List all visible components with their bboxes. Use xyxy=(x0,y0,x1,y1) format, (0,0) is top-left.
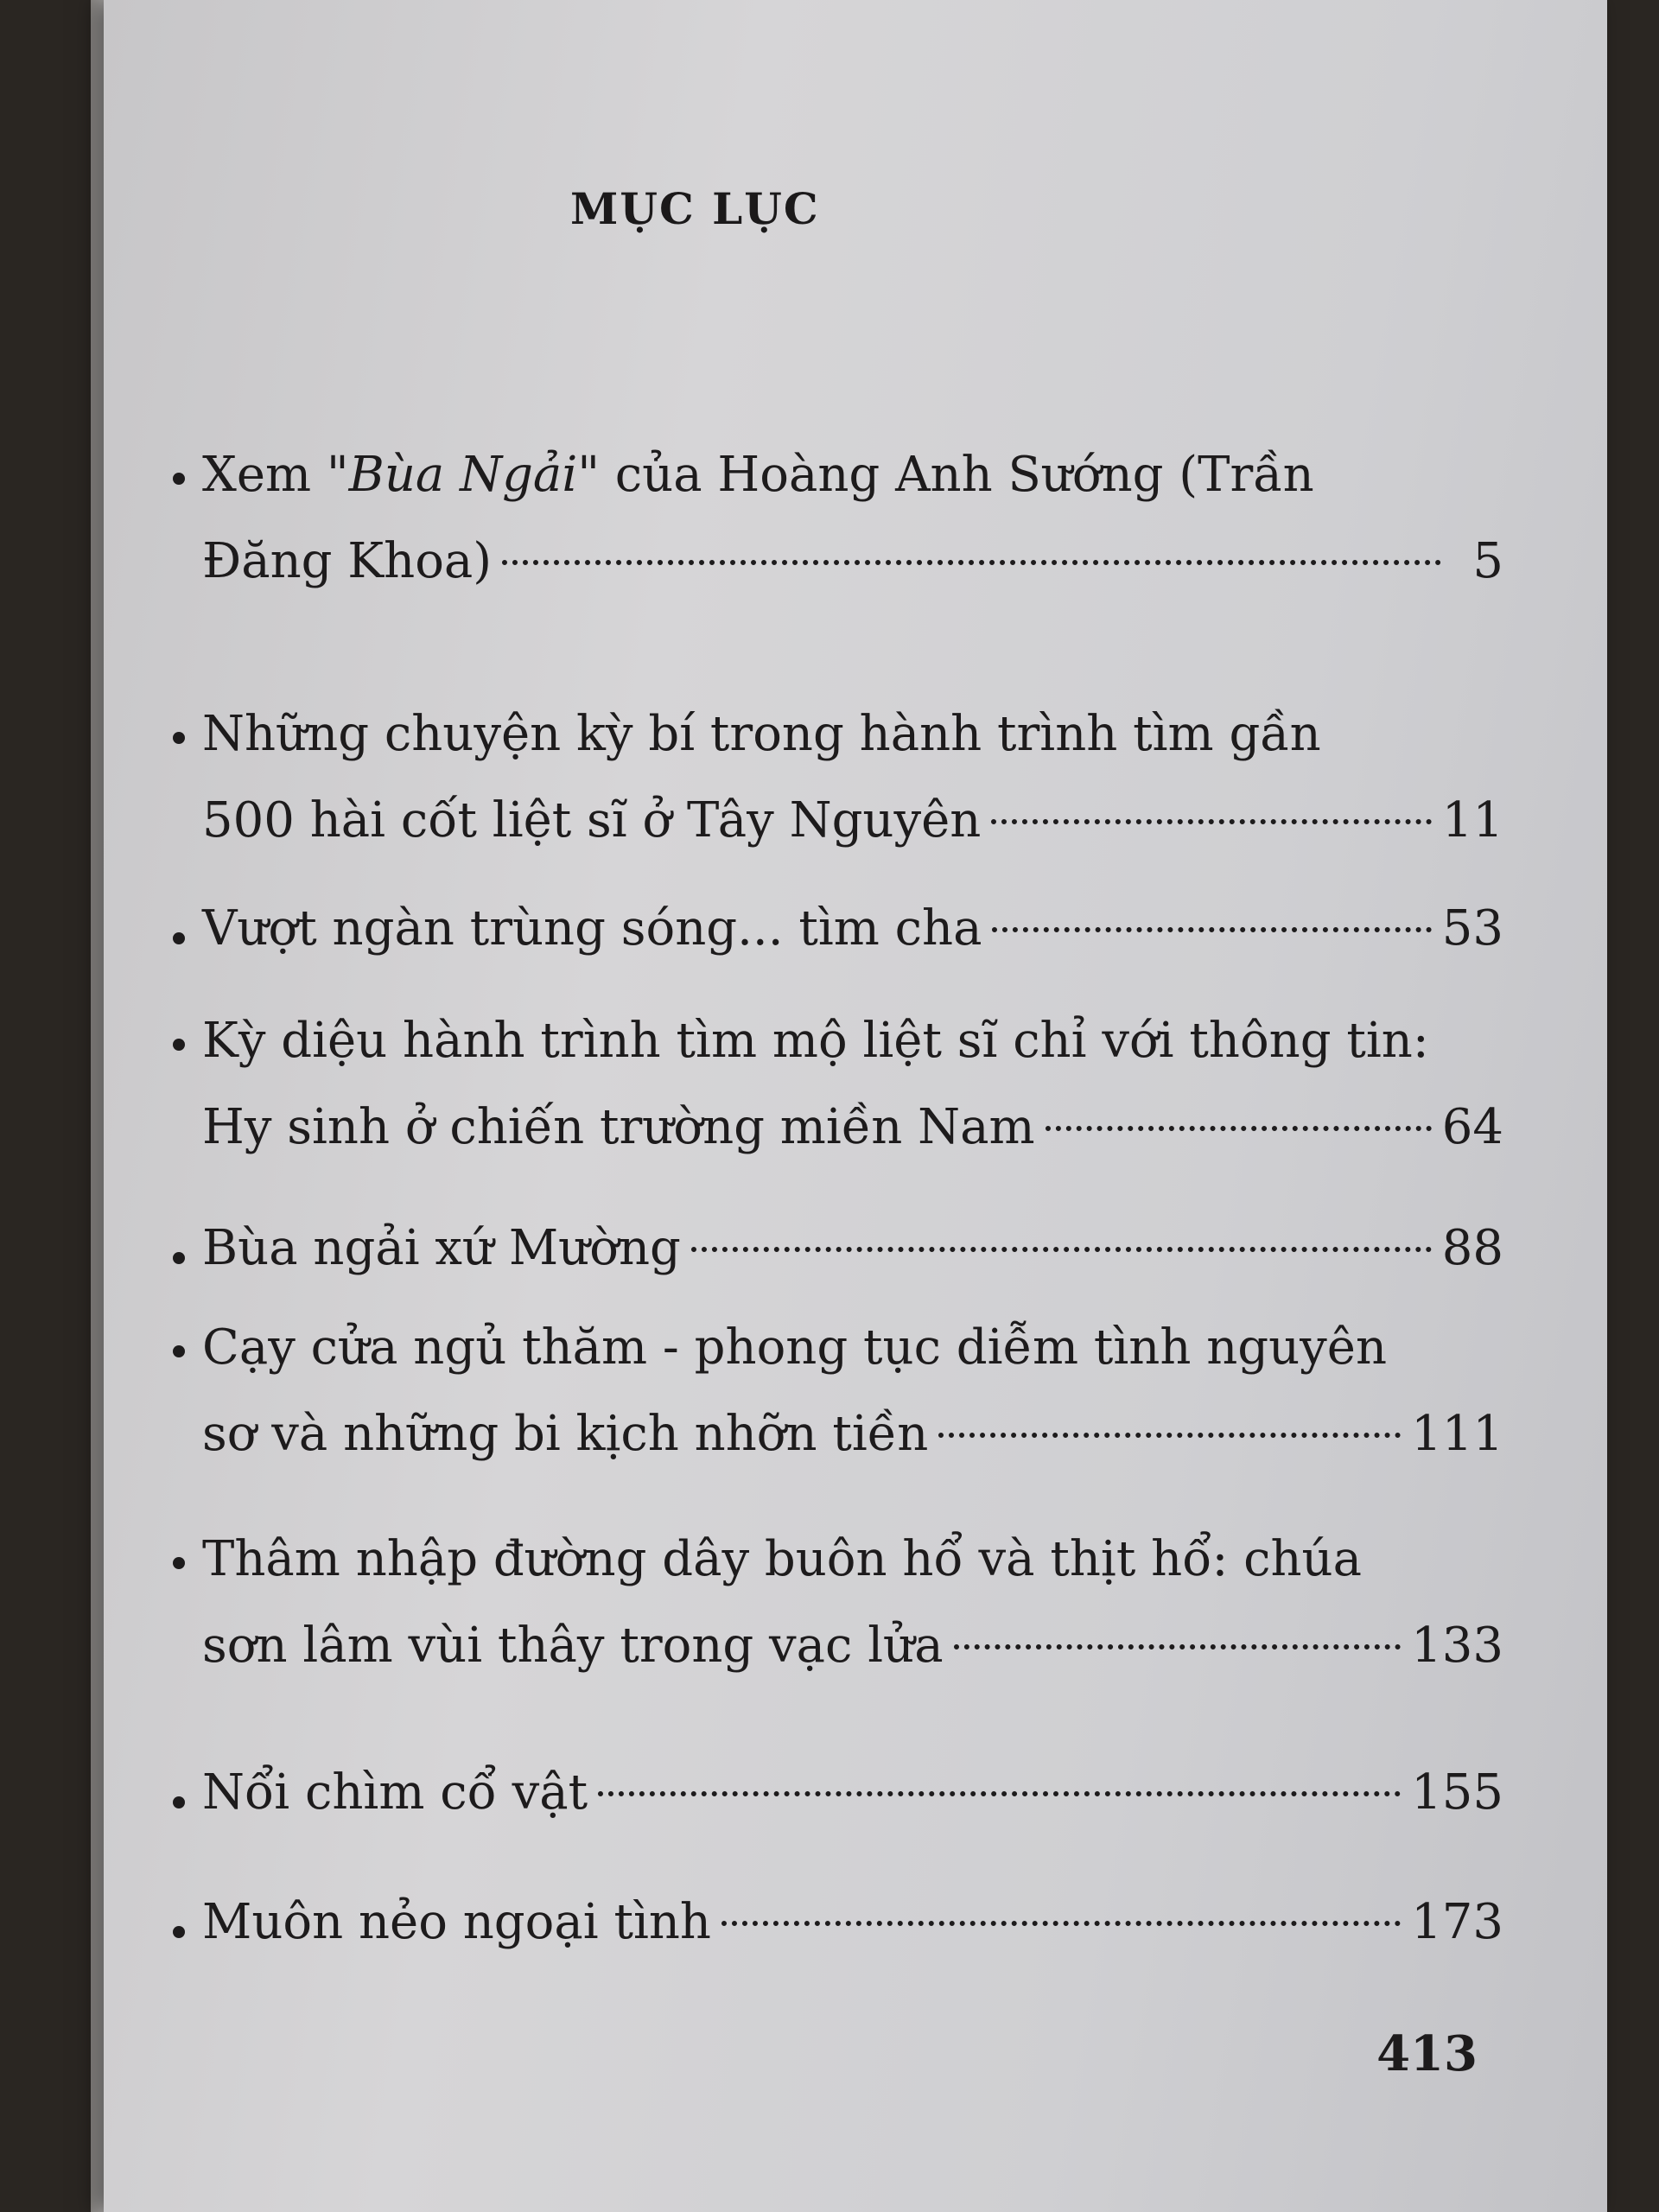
page-number: 11 xyxy=(1441,792,1503,849)
toc-entry xyxy=(173,691,1503,864)
page-number: 5 xyxy=(1472,533,1503,589)
entry-text: Bùa ngải xứ Mường xyxy=(202,1220,681,1276)
entry-text: Thâm nhập đường dây buôn hổ và thịt hổ: chúa xyxy=(202,1531,1363,1587)
page-number: 155 xyxy=(1411,1764,1503,1821)
dot-leader xyxy=(992,927,1431,932)
entry-title-line xyxy=(173,691,1503,778)
toc-entry xyxy=(173,1750,1503,1836)
entry-text: sơn lâm vùi thây trong vạc lửa xyxy=(202,1618,944,1674)
bullet-icon xyxy=(173,1557,185,1569)
bullet-icon xyxy=(173,1252,185,1264)
entry-text-italic: Bùa Ngải xyxy=(348,447,578,503)
toc-entry xyxy=(173,886,1503,972)
entry-last-line xyxy=(173,1205,1503,1292)
entry-text: Vượt ngàn trùng sóng... tìm cha xyxy=(202,900,982,957)
page-number: 133 xyxy=(1411,1618,1503,1674)
bullet-icon xyxy=(173,473,185,485)
table-of-contents xyxy=(173,0,1521,2074)
entry-text: sơ và những bi kịch nhỡn tiền xyxy=(202,1406,929,1462)
entry-last-line xyxy=(173,1750,1503,1836)
entry-title-line xyxy=(173,998,1503,1084)
toc-entry xyxy=(173,1205,1503,1292)
book-page xyxy=(104,0,1607,2212)
toc-entry xyxy=(173,998,1503,1171)
toc-entry xyxy=(173,1516,1503,1689)
bullet-icon xyxy=(173,932,185,944)
entry-last-line xyxy=(173,518,1503,605)
entry-text: Đăng Khoa) xyxy=(202,533,493,589)
bullet-icon xyxy=(173,1926,185,1938)
dot-leader xyxy=(502,560,1441,565)
entry-text: Hy sinh ở chiến trường miền Nam xyxy=(202,1099,1035,1155)
entry-title-line xyxy=(173,432,1503,518)
entry-text: 500 hài cốt liệt sĩ ở Tây Nguyên xyxy=(202,792,982,849)
page-number: 173 xyxy=(1411,1894,1503,1950)
entry-last-line xyxy=(173,1084,1503,1171)
entry-title-line xyxy=(173,1516,1503,1603)
toc-entry xyxy=(173,1879,1503,1966)
page-title: MỤC LỤC xyxy=(570,183,820,234)
bullet-icon xyxy=(173,732,185,744)
toc-entry xyxy=(173,1305,1503,1478)
page-number: 88 xyxy=(1441,1220,1503,1276)
entry-text: Nổi chìm cổ vật xyxy=(202,1764,588,1821)
dot-leader xyxy=(691,1247,1432,1252)
folio-page-number: 413 xyxy=(1376,2025,1478,2082)
entry-text: Muôn nẻo ngoại tình xyxy=(202,1894,711,1950)
page-number: 53 xyxy=(1441,900,1503,957)
dot-leader xyxy=(991,819,1431,824)
entry-last-line xyxy=(173,778,1503,864)
entry-text: Những chuyện kỳ bí trong hành trình tìm gần xyxy=(202,706,1321,762)
entry-last-line xyxy=(173,1879,1503,1966)
toc-entry xyxy=(173,432,1503,605)
dot-leader xyxy=(938,1433,1401,1438)
entry-text-pre: Xem " xyxy=(202,447,349,503)
entry-last-line xyxy=(173,1603,1503,1689)
entry-last-line xyxy=(173,886,1503,972)
bullet-icon xyxy=(173,1345,185,1357)
entry-last-line xyxy=(173,1391,1503,1478)
bullet-icon xyxy=(173,1796,185,1808)
entry-text-post: " của Hoàng Anh Sướng (Trần xyxy=(577,447,1314,503)
entry-title-line xyxy=(173,1305,1503,1391)
dot-leader xyxy=(598,1791,1401,1796)
page-number: 111 xyxy=(1411,1406,1503,1462)
page-number: 64 xyxy=(1441,1099,1503,1155)
dot-leader xyxy=(721,1921,1401,1926)
entry-text: Cạy cửa ngủ thăm - phong tục diễm tình nguyên xyxy=(202,1319,1388,1376)
entry-text: Kỳ diệu hành trình tìm mộ liệt sĩ chỉ với thông tin: xyxy=(202,1013,1429,1069)
dot-leader xyxy=(954,1644,1402,1649)
bullet-icon xyxy=(173,1039,185,1051)
dot-leader xyxy=(1046,1126,1432,1131)
